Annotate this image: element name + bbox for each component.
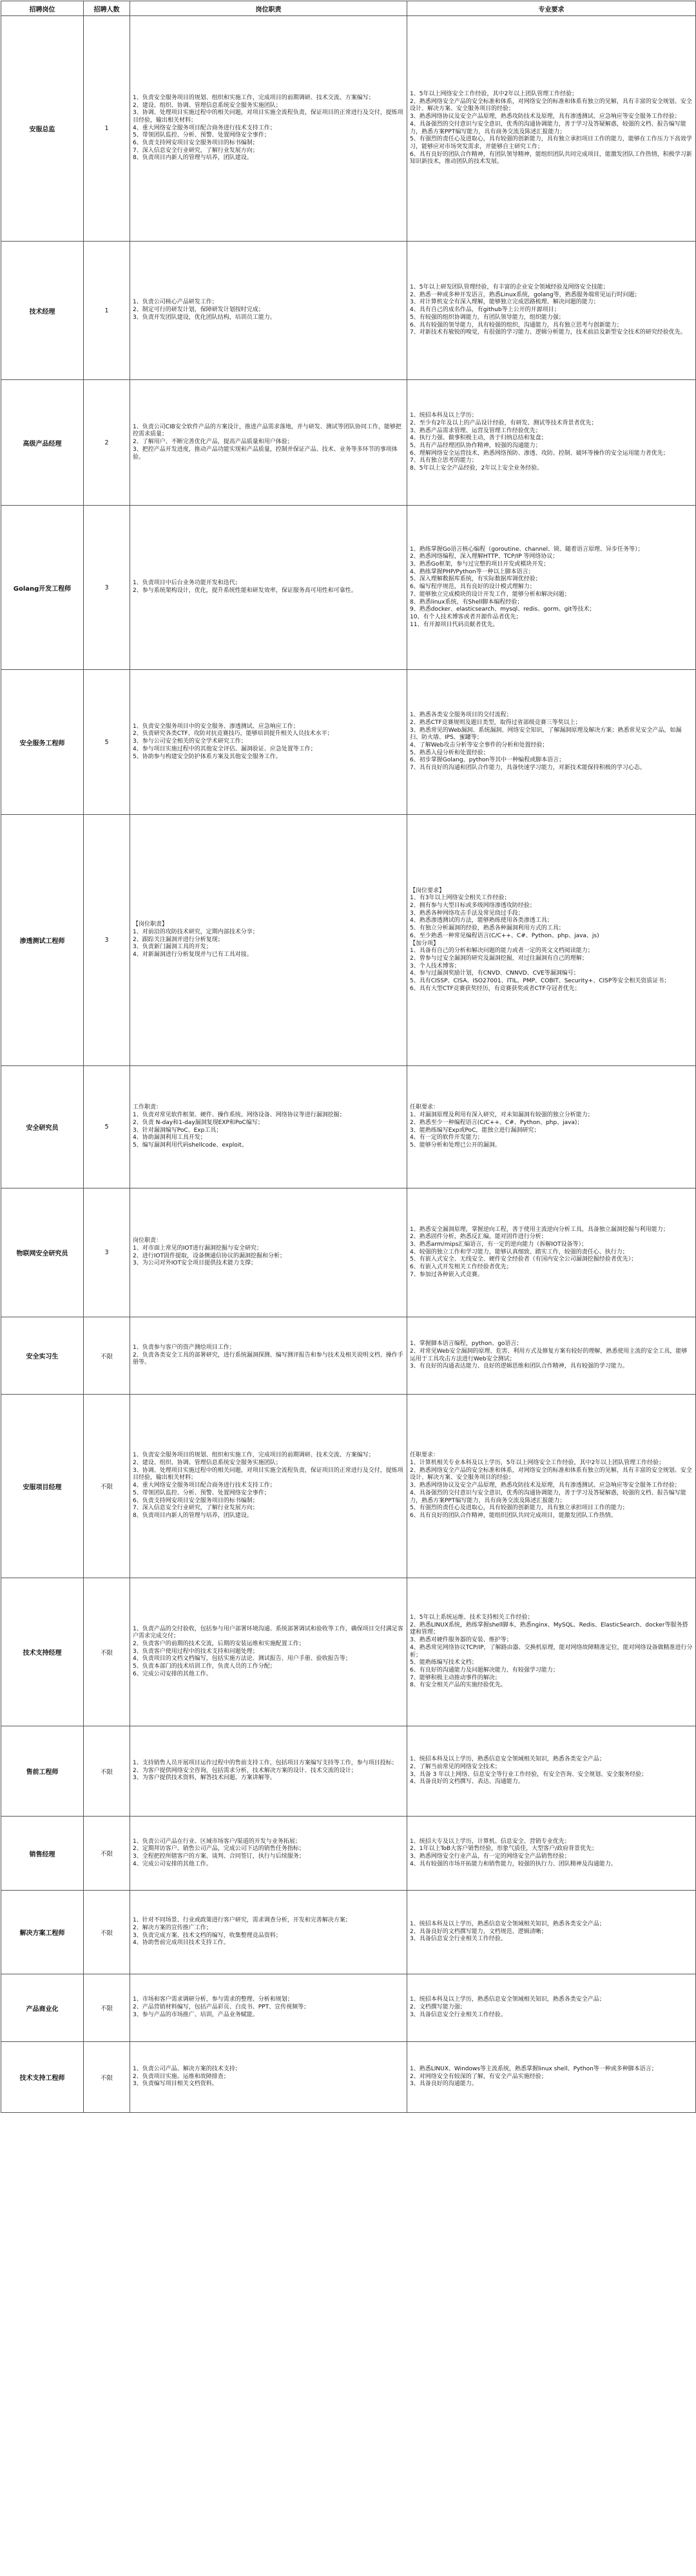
headcount: 不限 <box>84 1891 130 1974</box>
requirement-item: 5、有强烈的责任心及进取心，具有较强的创新能力，具有独立承担项目工作的能力； <box>410 1505 628 1512</box>
header-requirements: 专业要求 <box>407 1 696 16</box>
requirement-item: 2、熟悉至少一种编程语言(C/C++、C#、Python、php、java)； <box>410 1119 583 1126</box>
headcount: 1 <box>84 16 130 242</box>
requirement-item: 5、具有产品经理团队协作精神，较强的沟通能力； <box>410 443 541 449</box>
requirement-item: 4、具有自己的成名作品，有github等上公开的开源项目； <box>410 307 560 314</box>
requirement-item: 5、有强烈的责任心及进取心，具有较强的创新能力，具有独立承担项目工作的能力，能够在工作压力下高效学习，能够应对市场突发需求，并能够自主研究工作； <box>410 136 692 150</box>
requirement-item: 1、统招大专及以上学历，计算机、信息安全、营销专业优先； <box>410 1838 570 1845</box>
position-name: 产品商业化 <box>1 1974 84 2042</box>
duty-item: 2、为客户提供网络安全咨询，包括需求分析，技术解决方案的设计、技术交流的设计； <box>133 1767 357 1774</box>
duty-item: 1、市场和客户需求调研分析，参与需求的整理、分析和规划； <box>133 1996 293 2003</box>
requirement-item: 6、至少熟悉一种常见编程语言(C/C++、C#、Python、php、java、js) <box>410 932 599 939</box>
duty-item: 1、负责公司产品在行业、区域市场客户/渠道的开发与业务拓展； <box>133 1838 301 1845</box>
duty-item: 3、参与公司安全相关的安全学术研究工作； <box>133 738 247 745</box>
job-duties <box>130 242 407 380</box>
requirement-item: 3、熟悉arm/mips汇编语言，有一定的逆向能力（拆解IOT设备等）； <box>410 1241 587 1248</box>
requirement-item: 1、熟悉各类安全服务项目的交付流程； <box>410 712 512 719</box>
position-name: 物联网安全研究员 <box>1 1188 84 1317</box>
requirement-item: 3、具备信息安全行业相关工作经验。 <box>410 2011 507 2018</box>
requirement-item: 【加分项】 <box>410 940 440 947</box>
duty-item: 2、解决方案的宣传推广工作； <box>133 1924 212 1931</box>
job-duties <box>130 1726 407 1817</box>
duty-item: 3、为公司对外IOT安全项目提供技术能力支撑； <box>133 1260 256 1267</box>
requirement-item: 3、熟悉产品需求管理、运营及管理工作经验优先； <box>410 427 541 434</box>
requirement-item: 7、能够积极主动推动事件的解决； <box>410 1674 501 1681</box>
table-row <box>1 1066 696 1188</box>
duty-item: 3、针对漏洞编写PoC、Exp工具； <box>133 1127 222 1134</box>
duty-item: 1、负责安全服务项目中的安全服务、渗透测试、应急响应工作； <box>133 723 299 730</box>
requirement-item: 4、熟悉常见网络协议TCP/IP，了解路由器、交换机原理，能对网络故障精准定位，能对网络设备做精准进行分析； <box>410 1644 693 1659</box>
requirement-item: 10、有个人技术博客或者开源作品者优先； <box>410 613 522 620</box>
requirement-item: 5、能熟练编写技术文档； <box>410 1659 478 1666</box>
duty-item: 1、负责公司核心产品研发工作； <box>133 299 218 306</box>
duty-item: 1、负责参与客户的资产测绘项目工作； <box>133 1344 235 1351</box>
job-duties <box>130 670 407 815</box>
requirement-item: 1、熟练掌握Go语言核心编程（goroutine、channel、锁、随着语言原理、异步任务等）； <box>410 546 644 553</box>
job-duties <box>130 1317 407 1395</box>
duty-item: 4、负责项目的文档文档编写，包括实施方法论、测试报告、用户手册、验收报告等； <box>133 1655 351 1663</box>
requirement-item: 2、至少有2年及以上的产品设计经验，有研发、测试等技术背景者优先； <box>410 419 597 426</box>
requirement-item: 任职要求： <box>410 1104 440 1111</box>
duty-item: 2、制定可行的研发计划，保障研发计划按时完成； <box>133 307 264 314</box>
requirement-item: 6、具有良好的团队合作精神，有团队领导精神，能组织团队共同完成项目，能激发团队工作热情，积极学习新知识新技术，推动团队的技术发展。 <box>410 151 692 166</box>
requirement-item: 1、5年以上研发团队管理经验，有丰富的企业安全领域经验及网络安全技能； <box>410 284 609 291</box>
table-row <box>1 1317 696 1395</box>
job-requirements <box>407 506 696 670</box>
requirement-item: 2、对网络安全有较深的了解，有安全产品实施经验； <box>410 2073 547 2080</box>
requirement-item: 1、熟悉LINUX、Windows等主流系统，熟悉掌握linux shell、Python等一种或多种脚本语言； <box>410 2065 657 2072</box>
duty-item: 4、完成公司安排的其他工作。 <box>133 1860 212 1867</box>
requirement-item: 3、具备 3 年以上网络、信息安全等行业工作经验，有安全咨询、安全规划、安全服务经验； <box>410 1771 648 1778</box>
job-requirements <box>407 670 696 815</box>
headcount: 不限 <box>84 1578 130 1726</box>
requirement-item: 3、熟悉各种网络攻击手法及常见绕过手段； <box>410 910 524 917</box>
table-row <box>1 506 696 670</box>
duty-item: 3、负责编写项目相关文档资料。 <box>133 2081 218 2088</box>
requirement-item: 4、熟练掌握PHP/Python等一种以上脚本语言； <box>410 568 534 575</box>
requirement-item: 2、了解当前常见的网络安全技术； <box>410 1763 501 1770</box>
requirement-item: 3、熟悉Go框架，参与过完整的项目开发或模块开发； <box>410 561 550 568</box>
requirement-item: 4、执行力强、做事积极主动，善于归纳总结和复盘； <box>410 435 547 442</box>
requirement-item: 2、熟悉网络编程，深入理解HTTP、TCP/IP 等网络协议； <box>410 553 559 560</box>
requirement-item: 2、熟悉网络安全产品的安全标准和体系，对网络安全的标准和体系有独立的见解，具有丰富的安全规划、安全设计、解决方案、安全服务项目的经验； <box>410 1467 692 1482</box>
headcount: 5 <box>84 1066 130 1188</box>
duty-item: 3、协调、处理项目实施过程中的相关问题，对项目实施全流程负责，保证项目的正常进行及交付，提炼项目经验，输出相关材料； <box>133 110 403 124</box>
requirement-item: 2、熟悉LINUX系统，熟练掌握shell脚本，熟悉nginx、MySQL、Redis、ElasticSearch、docker等服务搭建和管理； <box>410 1621 688 1636</box>
headcount: 不限 <box>84 1395 130 1578</box>
requirement-item: 5、熟悉入侵分析和处置经验； <box>410 749 489 756</box>
requirement-item: 3、对计算机安全有深入理解，能够独立完成思路梳理、解决问题的能力； <box>410 299 599 306</box>
duty-item: 2、建设、组织、协调、管理信息系统安全服务实施团队； <box>133 102 282 109</box>
requirement-item: 3、个人技术博客； <box>410 962 460 969</box>
requirement-item: 2、熟悉固件分析，熟悉反汇编，能对固件进行分析； <box>410 1234 547 1241</box>
table-row <box>1 1188 696 1317</box>
requirement-item: 2、具备良好的文档撰写能力，文档规范、逻辑清晰； <box>410 1928 547 1935</box>
job-requirements <box>407 16 696 242</box>
position-name: 销售经理 <box>1 1817 84 1891</box>
requirement-item: 2、曾参与过安全漏洞的研究及漏洞挖掘，对过往漏洞有自己的理解； <box>410 955 588 962</box>
requirement-item: 1、掌握脚本语言编程，python、go语言； <box>410 1340 523 1348</box>
requirement-item: 3、具备良好的沟通能力。 <box>410 2081 478 2088</box>
job-duties <box>130 1817 407 1891</box>
duty-item: 6、负责支持网安项目安全服务项目的标书编制； <box>133 1497 258 1504</box>
duty-item: 2、负责项目实施、运维和故障排查； <box>133 2073 229 2080</box>
requirement-item: 7、具有独立思考的能力； <box>410 457 478 464</box>
duty-item: 5、带领团队监控、分析、预警、处置网络安全事件； <box>133 132 270 139</box>
job-duties <box>130 2042 407 2113</box>
duty-item: 4、对新漏洞进行分析复现并与已有工具对接。 <box>133 951 253 959</box>
job-duties <box>130 1578 407 1726</box>
header-row <box>1 1 696 16</box>
job-duties <box>130 815 407 1066</box>
duty-item: 3、为客户提供技术资料，解答技术问题、方案讲解等。 <box>133 1775 276 1782</box>
job-duties <box>130 1891 407 1974</box>
header-position: 招聘岗位 <box>1 1 84 16</box>
requirement-item: 2、1年以上ToB大客户销售经验，形象气质佳，大型客户/政府背景优先； <box>410 1846 598 1853</box>
requirement-item: 4、熟悉渗透测试的方法，能够熟练使用各类渗透工具； <box>410 917 553 924</box>
table-row <box>1 380 696 506</box>
position-name: Golang开发工程师 <box>1 506 84 670</box>
duty-item: 3、负责客户使用过程中的技术支持和问题处理； <box>133 1648 258 1655</box>
headcount: 1 <box>84 242 130 380</box>
requirement-item: 5、深入理解数据库系统，有实际数据库调优经验； <box>410 576 541 583</box>
duty-item: 1、针对不同场景、行业或政策进行客户研究，需求调查分析，开发和完善解决方案； <box>133 1917 351 1924</box>
job-duties <box>130 1066 407 1188</box>
position-name: 售前工程师 <box>1 1726 84 1817</box>
requirement-item: 3、具备信息安全行业相关工作经验。 <box>410 1936 507 1943</box>
duty-item: 2、参与系统架构设计，优化，提升系统性能和研发效率，保证服务高可用性和可靠性。 <box>133 587 357 594</box>
requirement-item: 7、参加过各种嵌入式竞赛。 <box>410 1271 483 1278</box>
requirement-item: 1、统招本科及以上学历，熟悉信息安全领域相关知识，熟悉各类安全产品； <box>410 1756 605 1763</box>
job-requirements <box>407 1395 696 1578</box>
requirement-item: 7、对新技术有敏锐的嗅觉，有很强的学习能力、逻辑分析能力，技术前沿及新型安全技术的研究经验优先。 <box>410 329 686 336</box>
duty-item: 2、负责客户的前期的技术交流，后期的安装运维和实施配置工作； <box>133 1640 305 1647</box>
requirement-item: 1、统招本科及以上学历，熟悉信息安全领域相关知识，熟悉各类安全产品； <box>410 1996 605 2003</box>
header-count: 招聘人数 <box>84 1 130 16</box>
requirement-item: 1、统招本科及以上学历，熟悉信息安全领域相关知识，熟悉各类安全产品； <box>410 1920 605 1927</box>
duty-item: 2、产品营销材料编写，包括产品彩页、白皮书、PPT、宣传视频等； <box>133 2004 310 2011</box>
position-name: 高级产品经理 <box>1 380 84 506</box>
duty-item: 1、负责公司产品、解决方案的技术支持； <box>133 2065 241 2072</box>
job-requirements <box>407 1891 696 1974</box>
headcount: 3 <box>84 815 130 1066</box>
requirement-item: 2、熟悉CTF竞赛规则及题目类型，取得过省部级竞赛三等奖以上； <box>410 719 581 726</box>
requirement-item: 1、具备有自己的分析和解决问题的能力或者一定的英文文档阅读能力； <box>410 948 594 955</box>
position-name: 安全研究员 <box>1 1066 84 1188</box>
table-row <box>1 1891 696 1974</box>
requirement-item: 6、有嵌入式开发相关工作经验者优先； <box>410 1264 512 1271</box>
position-name: 技术经理 <box>1 242 84 380</box>
position-name: 技术支持经理 <box>1 1578 84 1726</box>
duty-item: 6、完成公司安排的其他工作。 <box>133 1670 212 1677</box>
duty-item: 2、负责各类安全工具的部署研究，进行系统漏洞探测、编写测评报告和参与技术及相关说明文档、操作手册等。 <box>133 1351 403 1366</box>
requirement-item: 5、有独立分析漏洞的经验，熟悉各种漏洞利用方式的工具； <box>410 925 565 932</box>
duty-item: 2、负责研究各类CTF、攻防对抗竞赛技巧，能够培训提升相关人员技术水平； <box>133 730 333 738</box>
duty-item: 3、参与产品的市场推广、培训，产品业务赋能。 <box>133 2011 258 2018</box>
duty-item: 2、了解用户、不断完善优化产品，提高产品质量和用户体验； <box>133 439 293 446</box>
job-duties <box>130 380 407 506</box>
duty-item: 1、支持销售人员开展项目运作过程中的售前支持工作，包括项目方案编写支持等工作，参与项目投标； <box>133 1759 398 1766</box>
requirement-item: 6、具有较强的领导能力，具有较强的组织，沟通能力，具有独立思考与创新能力； <box>410 321 623 329</box>
table-row <box>1 1974 696 2042</box>
duty-item: 【岗位职责】 <box>133 921 168 928</box>
duty-item: 1、负责项目中后台业务功能开发和迭代； <box>133 580 241 587</box>
headcount: 不限 <box>84 1974 130 2042</box>
duty-item: 2、进行IOT固件提取，设备侧通信协议的漏洞挖掘和分析； <box>133 1252 285 1259</box>
job-duties <box>130 1974 407 2042</box>
table-row <box>1 670 696 815</box>
headcount: 不限 <box>84 1726 130 1817</box>
table-row <box>1 1578 696 1726</box>
headcount: 不限 <box>84 1317 130 1395</box>
job-requirements <box>407 815 696 1066</box>
job-requirements <box>407 1188 696 1317</box>
requirement-item: 1、5年以上网络安全工作经验，其中2年以上团队管理工作经验； <box>410 90 578 97</box>
table-row <box>1 1395 696 1578</box>
duty-item: 2、跟踪关注漏洞并进行分析复现； <box>133 936 224 943</box>
requirement-item: 3、熟悉常见的Web漏洞、系统漏洞、网络安全知识，了解漏洞原理及解决方案；熟悉常见安全产品，如漏扫、防火墙、IPS、蜜罐等； <box>410 727 682 741</box>
requirement-item: 2、文档撰写能力强； <box>410 2004 466 2011</box>
requirement-item: 7、具有良好的沟通和团队合作能力，具备快速学习能力，对新技术能保持积极的学习心态。 <box>410 765 646 772</box>
position-name: 安服项目经理 <box>1 1395 84 1578</box>
requirement-item: 9、熟悉docker、elasticsearch、mysql、redis、gorm、git等技术； <box>410 606 595 613</box>
headcount: 3 <box>84 1188 130 1317</box>
position-name: 安全服务工程师 <box>1 670 84 815</box>
job-requirements <box>407 380 696 506</box>
job-requirements <box>407 242 696 380</box>
duty-item: 4、重大网络安全服务项目配合商务进行技术支持工作； <box>133 124 276 131</box>
table-row <box>1 1817 696 1891</box>
requirement-item: 6、有良好的沟通能力及问题解决能力，有较强学习能力； <box>410 1666 559 1674</box>
job-requirements <box>407 1726 696 1817</box>
job-requirements <box>407 1578 696 1726</box>
requirement-item: 6、编写程序规范，具有良好的设计模式理解力； <box>410 584 536 591</box>
requirement-item: 3、熟悉对硬件服务器的安装、维护等； <box>410 1637 512 1644</box>
requirement-item: 3、熟悉网络协议及安全产品原理，熟悉攻防技术及原理，具有渗透测试、应急响应等安全服务工作经验； <box>410 113 681 120</box>
requirement-item: 5、有嵌入式安全、无线安全、硬件安全经验者（有国内安全公司漏洞挖掘经验者优先）； <box>410 1256 637 1263</box>
requirement-item: 8、有安全相关产品的实施经验优先。 <box>410 1682 507 1689</box>
duty-item: 岗位职责： <box>133 1237 162 1245</box>
duty-item: 2、负责 N-day和1-day漏洞复现EXP和PoC编写； <box>133 1119 264 1126</box>
requirement-item: 4、了解Web攻击分析等安全事件的分析和处置经验； <box>410 742 548 749</box>
duty-item: 1、负责对常见软件框架、硬件、操作系统、网络设备、网络协议等进行漏洞挖掘； <box>133 1112 345 1119</box>
requirement-item: 任职要求： <box>410 1452 440 1459</box>
headcount: 不限 <box>84 1817 130 1891</box>
requirement-item: 1、统招本科及以上学历； <box>410 412 478 419</box>
duty-item: 3、全程把控所辖客户的方案、谈判、合同签订，执行与后续服务； <box>133 1853 305 1860</box>
duty-item: 1、对前沿的攻防技术研究，定期内部技术分享； <box>133 928 258 935</box>
requirement-item: 4、有一定的软件开发能力； <box>410 1134 483 1141</box>
requirement-item: 1、熟悉安全漏洞原理，掌握逆向工程，善于使用主流逆向分析工具，具备独立漏洞挖掘与利用能力； <box>410 1226 669 1233</box>
requirement-item: 1、5年以上系统运维、技术支持相关工作经验； <box>410 1614 534 1621</box>
duty-item: 工作职责： <box>133 1104 162 1111</box>
headcount: 5 <box>84 670 130 815</box>
requirement-item: 6、理解网络安全运营技术，熟悉网络预防、渗透、攻防、控制、破坏等操作的安全运用能力者优先； <box>410 450 669 457</box>
position-name: 解决方案工程师 <box>1 1891 84 1974</box>
requirement-item: 8、5年以上安全产品经验，2年以上安全业务经验。 <box>410 465 543 472</box>
job-duties <box>130 1188 407 1317</box>
job-duties <box>130 1395 407 1578</box>
requirement-item: 3、能熟练编写Exp或PoC，能独立进行漏洞研究； <box>410 1127 540 1134</box>
requirement-item: 4、较强的独立工作和学习能力，能够认真细致、踏实工作，较强的责任心、执行力； <box>410 1248 628 1255</box>
requirement-item: 6、初步掌握Golang、python等其中一种编程或脚本语言； <box>410 757 565 764</box>
position-name: 技术支持工程师 <box>1 2042 84 2113</box>
duty-item: 4、重大网络安全服务项目配合商务进行技术支持工作； <box>133 1482 276 1489</box>
duty-item: 8、负责项目内新人的管理与培养，团队建设。 <box>133 155 253 162</box>
duty-item: 4、协助漏洞利用工具开发； <box>133 1134 206 1141</box>
duty-item: 5、编写漏洞利用代码shellcode、exploit。 <box>133 1141 247 1149</box>
requirement-item: 5、能够分析和处理已公开的漏洞。 <box>410 1141 501 1149</box>
duty-item: 4、参与项目实施过程中的其他安全评估、漏洞验证、应急处置等工作； <box>133 745 316 752</box>
header-duties: 岗位职责 <box>130 1 407 16</box>
requirement-item: 2、拥有参与大型目标或多级网络渗透攻防经验； <box>410 902 536 909</box>
table-row <box>1 1726 696 1817</box>
job-requirements <box>407 1066 696 1188</box>
duty-item: 2、建设、组织、协调、管理信息系统安全服务实施团队； <box>133 1460 282 1467</box>
requirement-item: 5、具有CISSP、CISA、ISO27001、ITIL、PMP、COBIT、Security+、CISP等安全相关资质证书； <box>410 978 670 985</box>
duty-item: 5、负责本部门的技术培训工作，负责人员的工作分配； <box>133 1663 276 1670</box>
headcount: 3 <box>84 506 130 670</box>
position-name: 渗透测试工程师 <box>1 815 84 1066</box>
table-row <box>1 815 696 1066</box>
requirement-item: 3、熟悉网络安全行业产品，有一定的网络安全产品销售经验； <box>410 1853 570 1860</box>
job-requirements <box>407 1974 696 2042</box>
duty-item: 1、负责公司CIB安全软件产品的方案设计，推进产品需求落地，并与研发、测试等团队协同工作，能够把控需求质量； <box>133 423 401 438</box>
job-requirements <box>407 2042 696 2113</box>
table-row <box>1 242 696 380</box>
job-duties <box>130 506 407 670</box>
duty-item: 2、定期拜访客户、销售公司产品，完成公司下达的销售任务指标； <box>133 1846 305 1853</box>
duty-item: 5、带领团队监控、分析、预警、处置网络安全事件； <box>133 1489 270 1496</box>
job-duties <box>130 16 407 242</box>
requirement-item: 6、具有大型CTF竞赛获奖经历，有竞赛获奖或者CTF夺冠者优先； <box>410 985 581 992</box>
duty-item: 3、负责新门漏洞工具的开发； <box>133 944 212 951</box>
requirement-item: 2、熟悉一种或多种开发语言，熟悉Linux系统，golang等，熟悉服务端常见运行时问题； <box>410 291 641 298</box>
duty-item: 8、负责项目内新人的管理与培养，团队建设。 <box>133 1512 253 1519</box>
requirement-item: 3、熟悉网络协议及安全产品原理，熟悉攻防技术及原理，具有渗透测试、应急响应等安全服务工作经验； <box>410 1482 681 1489</box>
position-name: 安全实习生 <box>1 1317 84 1395</box>
duty-item: 7、深入信息安全行业研究，了解行业发展方向； <box>133 147 258 154</box>
position-name: 安服总监 <box>1 16 84 242</box>
requirement-item: 4、具备强烈的交付意识与安全意识，优秀的沟通协调能力，善于学习及答疑解惑，较强的文档、报告编写能力，熟悉方案PPT编写能力，具有商务交流及陈述汇报能力； <box>410 120 686 135</box>
duty-item: 4、协助售前完成项目技术支持工作。 <box>133 1940 229 1947</box>
recruitment-table <box>1 1 696 2113</box>
duty-item: 1、负责产品的交付验收，包括参与用户部署环境沟通、系统部署调试和验收等工作，确保项目交付满足客户需求完成交付； <box>133 1625 403 1640</box>
requirement-item: 11、有开源项目代码贡献者优先。 <box>410 621 499 628</box>
requirement-item: 【岗位要求】 <box>410 887 445 894</box>
duty-item: 1、对市面上常见的IOT进行漏洞挖掘与安全研究； <box>133 1245 262 1252</box>
duty-item: 3、把控产品开发进度，推动产品功能实现和产品质量，控制并保证产品、技术、业务等多环节的事项体验。 <box>133 446 398 461</box>
headcount: 不限 <box>84 2042 130 2113</box>
duty-item: 3、负责开发团队建设，优化团队结构，培训员工能力。 <box>133 314 276 321</box>
requirement-item: 1、对漏洞原理及利用有深入研究，对未知漏洞有较强的独立分析能力； <box>410 1112 594 1119</box>
duty-item: 7、深入信息安全行业研究，了解行业发展方向； <box>133 1505 258 1512</box>
duty-item: 5、协助参与构建安全防护体系方案及其他安全服务工作。 <box>133 753 282 760</box>
requirement-item: 1、计算机相关专业本科及以上学历，5年以上网络安全工作经验，其中2年以上团队管理工作经验； <box>410 1460 665 1467</box>
table-row <box>1 2042 696 2113</box>
requirement-item: 5、有较强的组织协调能力，有团队领导能力，组织能力强； <box>410 314 565 321</box>
requirement-item: 1、有3年以上网络安全相关工作经验； <box>410 895 510 902</box>
table-row <box>1 16 696 242</box>
duty-item: 3、负责完成方案、技术文档的编写，收集整理竞品资料； <box>133 1932 282 1939</box>
duty-item: 1、负责安全服务项目的规划、组织和实施工作，完成项目的前期调研、技术交流、方案编写； <box>133 94 374 101</box>
requirement-item: 2、熟悉网络安全产品的安全标准和体系，对网络安全的标准和体系有独立的见解，具有丰富的安全规划、安全设计、解决方案、安全服务项目的经验； <box>410 98 692 113</box>
job-requirements <box>407 1317 696 1395</box>
requirement-item: 2、对常见Web安全漏洞的原理、危害、利用方式及修复方案有较好的理解，熟悉使用主流的安全工具，能够运用于工具攻击方法进行Web安全测试； <box>410 1348 688 1362</box>
job-requirements <box>407 1817 696 1891</box>
requirement-item: 3、有良好的沟通表达能力、良好的逻辑思维和团队合作精神，具有较强的学习能力。 <box>410 1363 628 1370</box>
headcount: 2 <box>84 380 130 506</box>
requirement-item: 8、熟悉linux系统，有Shell脚本编程经验； <box>410 598 523 606</box>
requirement-item: 4、具备强烈的交付意识与安全意识，优秀的沟通协调能力，善于学习及答疑解惑，较强的文档、报告编写能力，熟悉方案PPT编写能力，具有商务交流及陈述汇报能力； <box>410 1489 686 1504</box>
requirement-item: 7、能够独立完成模块的设计开发工作，能够分析和解决问题； <box>410 591 570 598</box>
requirement-item: 6、具有良好的团队合作精神，能组织团队共同完成项目，能激发团队工作热情。 <box>410 1512 617 1519</box>
requirement-item: 4、参与过漏洞奖励计划，有CNVD、CNNVD、CVE等漏洞编号； <box>410 970 579 977</box>
requirement-item: 4、具备良好的文档撰写、表达、沟通能力。 <box>410 1779 524 1786</box>
duty-item: 3、协调、处理项目实施过程中的相关问题，对项目实施全流程负责，保证项目的正常进行及交付，提炼项目经验，输出相关材料； <box>133 1467 403 1482</box>
requirement-item: 4、具有较强的市场开拓能力和销售能力，较强的执行力、团队精神及沟通能力。 <box>410 1860 617 1867</box>
duty-item: 6、负责支持网安项目安全服务项目的标书编制； <box>133 140 258 147</box>
duty-item: 1、负责安全服务项目的规划、组织和实施工作，完成项目的前期调研、技术交流、方案编写； <box>133 1452 374 1459</box>
